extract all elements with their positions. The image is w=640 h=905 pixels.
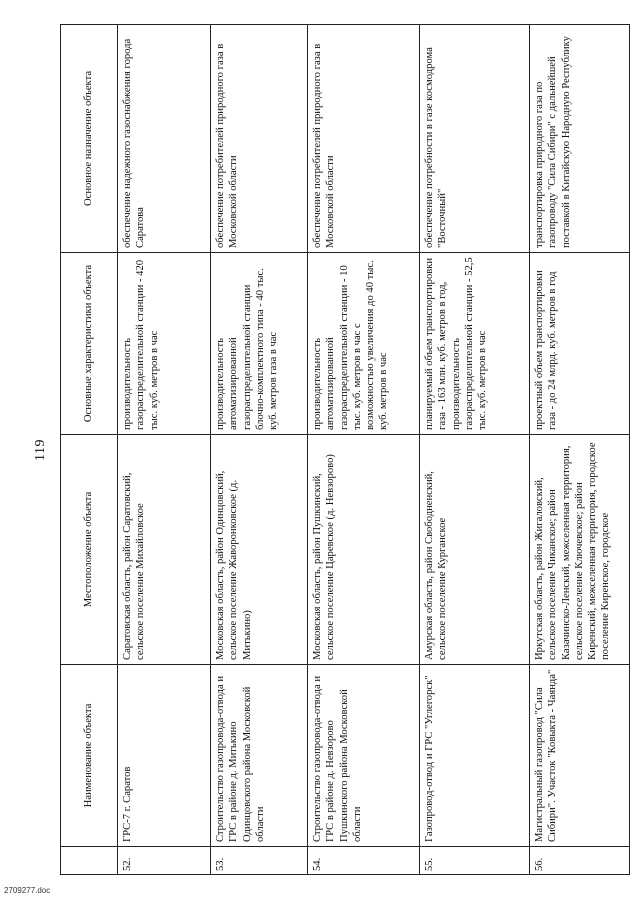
row-number: 52. (118, 847, 211, 875)
rotated-sheet (30, 25, 620, 875)
header-specs: Основные характеристики объекта (61, 253, 118, 435)
object-location: Иркутская область, район Жигаловский, сельское поселение Чиканское; район Казачинско-Ленский, межселенная территория, сельское поселение Ключевское; район Киренский, межселенная территория, городское поселение Киренское, городское (530, 435, 630, 665)
object-purpose: обеспечение потребителей природного газа в Московской области (308, 25, 420, 253)
footer-filename: 2709277.doc (4, 886, 51, 895)
object-specs: производительность газораспределительной станции - 420 тыс. куб. метров в час (118, 253, 211, 435)
row-number: 55. (420, 847, 530, 875)
object-specs: производительность автоматизированной газораспределительной станции блочно-комплектного типа - 40 тыс. куб. метров газа в час (211, 253, 308, 435)
object-purpose: транспортировка природного газа по газопроводу "Сила Сибири" с дальнейшей поставкой в Китайскую Народную Республику (530, 25, 630, 253)
object-location: Московская область, район Пушкинский, сельское поселение Царевское (д. Невзорово) (308, 435, 420, 665)
object-specs: проектный объем транспортировки газа - до 24 млрд. куб. метров в год (530, 253, 630, 435)
object-specs: планируемый объем транспортировки газа - 163 млн. куб. метров в год, производительность газораспределительной станции - 52,5 тыс. куб. метров в час (420, 253, 530, 435)
object-purpose: обеспечение потребителей природного газа в Московской области (211, 25, 308, 253)
row-number: 56. (530, 847, 630, 875)
object-name: Строительство газопровода-отвода и ГРС в районе д. Невзорово Пушкинского района Московской области (308, 665, 420, 847)
object-location: Амурская область, район Свободненский, сельское поселение Курганское (420, 435, 530, 665)
header-num (61, 847, 118, 875)
objects-table (60, 24, 630, 875)
header-name: Наименование объекта (61, 665, 118, 847)
object-name: Магистральный газопровод "Сила Сибири". Участок "Ковыкта - Чаянда" (530, 665, 630, 847)
header-purpose: Основное назначение объекта (61, 25, 118, 253)
object-purpose: обеспечение надежного газоснабжения города Саратова (118, 25, 211, 253)
row-number: 53. (211, 847, 308, 875)
header-location: Местоположение объекта (61, 435, 118, 665)
table-row (420, 25, 530, 875)
row-number: 54. (308, 847, 420, 875)
object-name: Строительство газопровода-отвода и ГРС в районе д. Митькино Одинцовского района Московской области (211, 665, 308, 847)
page-number: 119 (33, 439, 48, 461)
object-location: Московская область, район Одинцовский, сельское поселение Жаворонковское (д. Митькино) (211, 435, 308, 665)
table-header-row (61, 25, 118, 875)
table-row (530, 25, 630, 875)
object-purpose: обеспечение потребности в газе космодрома "Восточный" (420, 25, 530, 253)
table-row (308, 25, 420, 875)
object-name: ГРС-7 г. Саратов (118, 665, 211, 847)
object-specs: производительность автоматизированной газораспределительной станции - 10 тыс. куб. метров в час с возможностью увеличения до 40 тыс. куб. метров в час (308, 253, 420, 435)
object-name: Газопровод-отвод и ГРС "Углегорск" (420, 665, 530, 847)
object-location: Саратовская область, район Саратовский, сельское поселение Михайловское (118, 435, 211, 665)
table-row (211, 25, 308, 875)
table-row (118, 25, 211, 875)
